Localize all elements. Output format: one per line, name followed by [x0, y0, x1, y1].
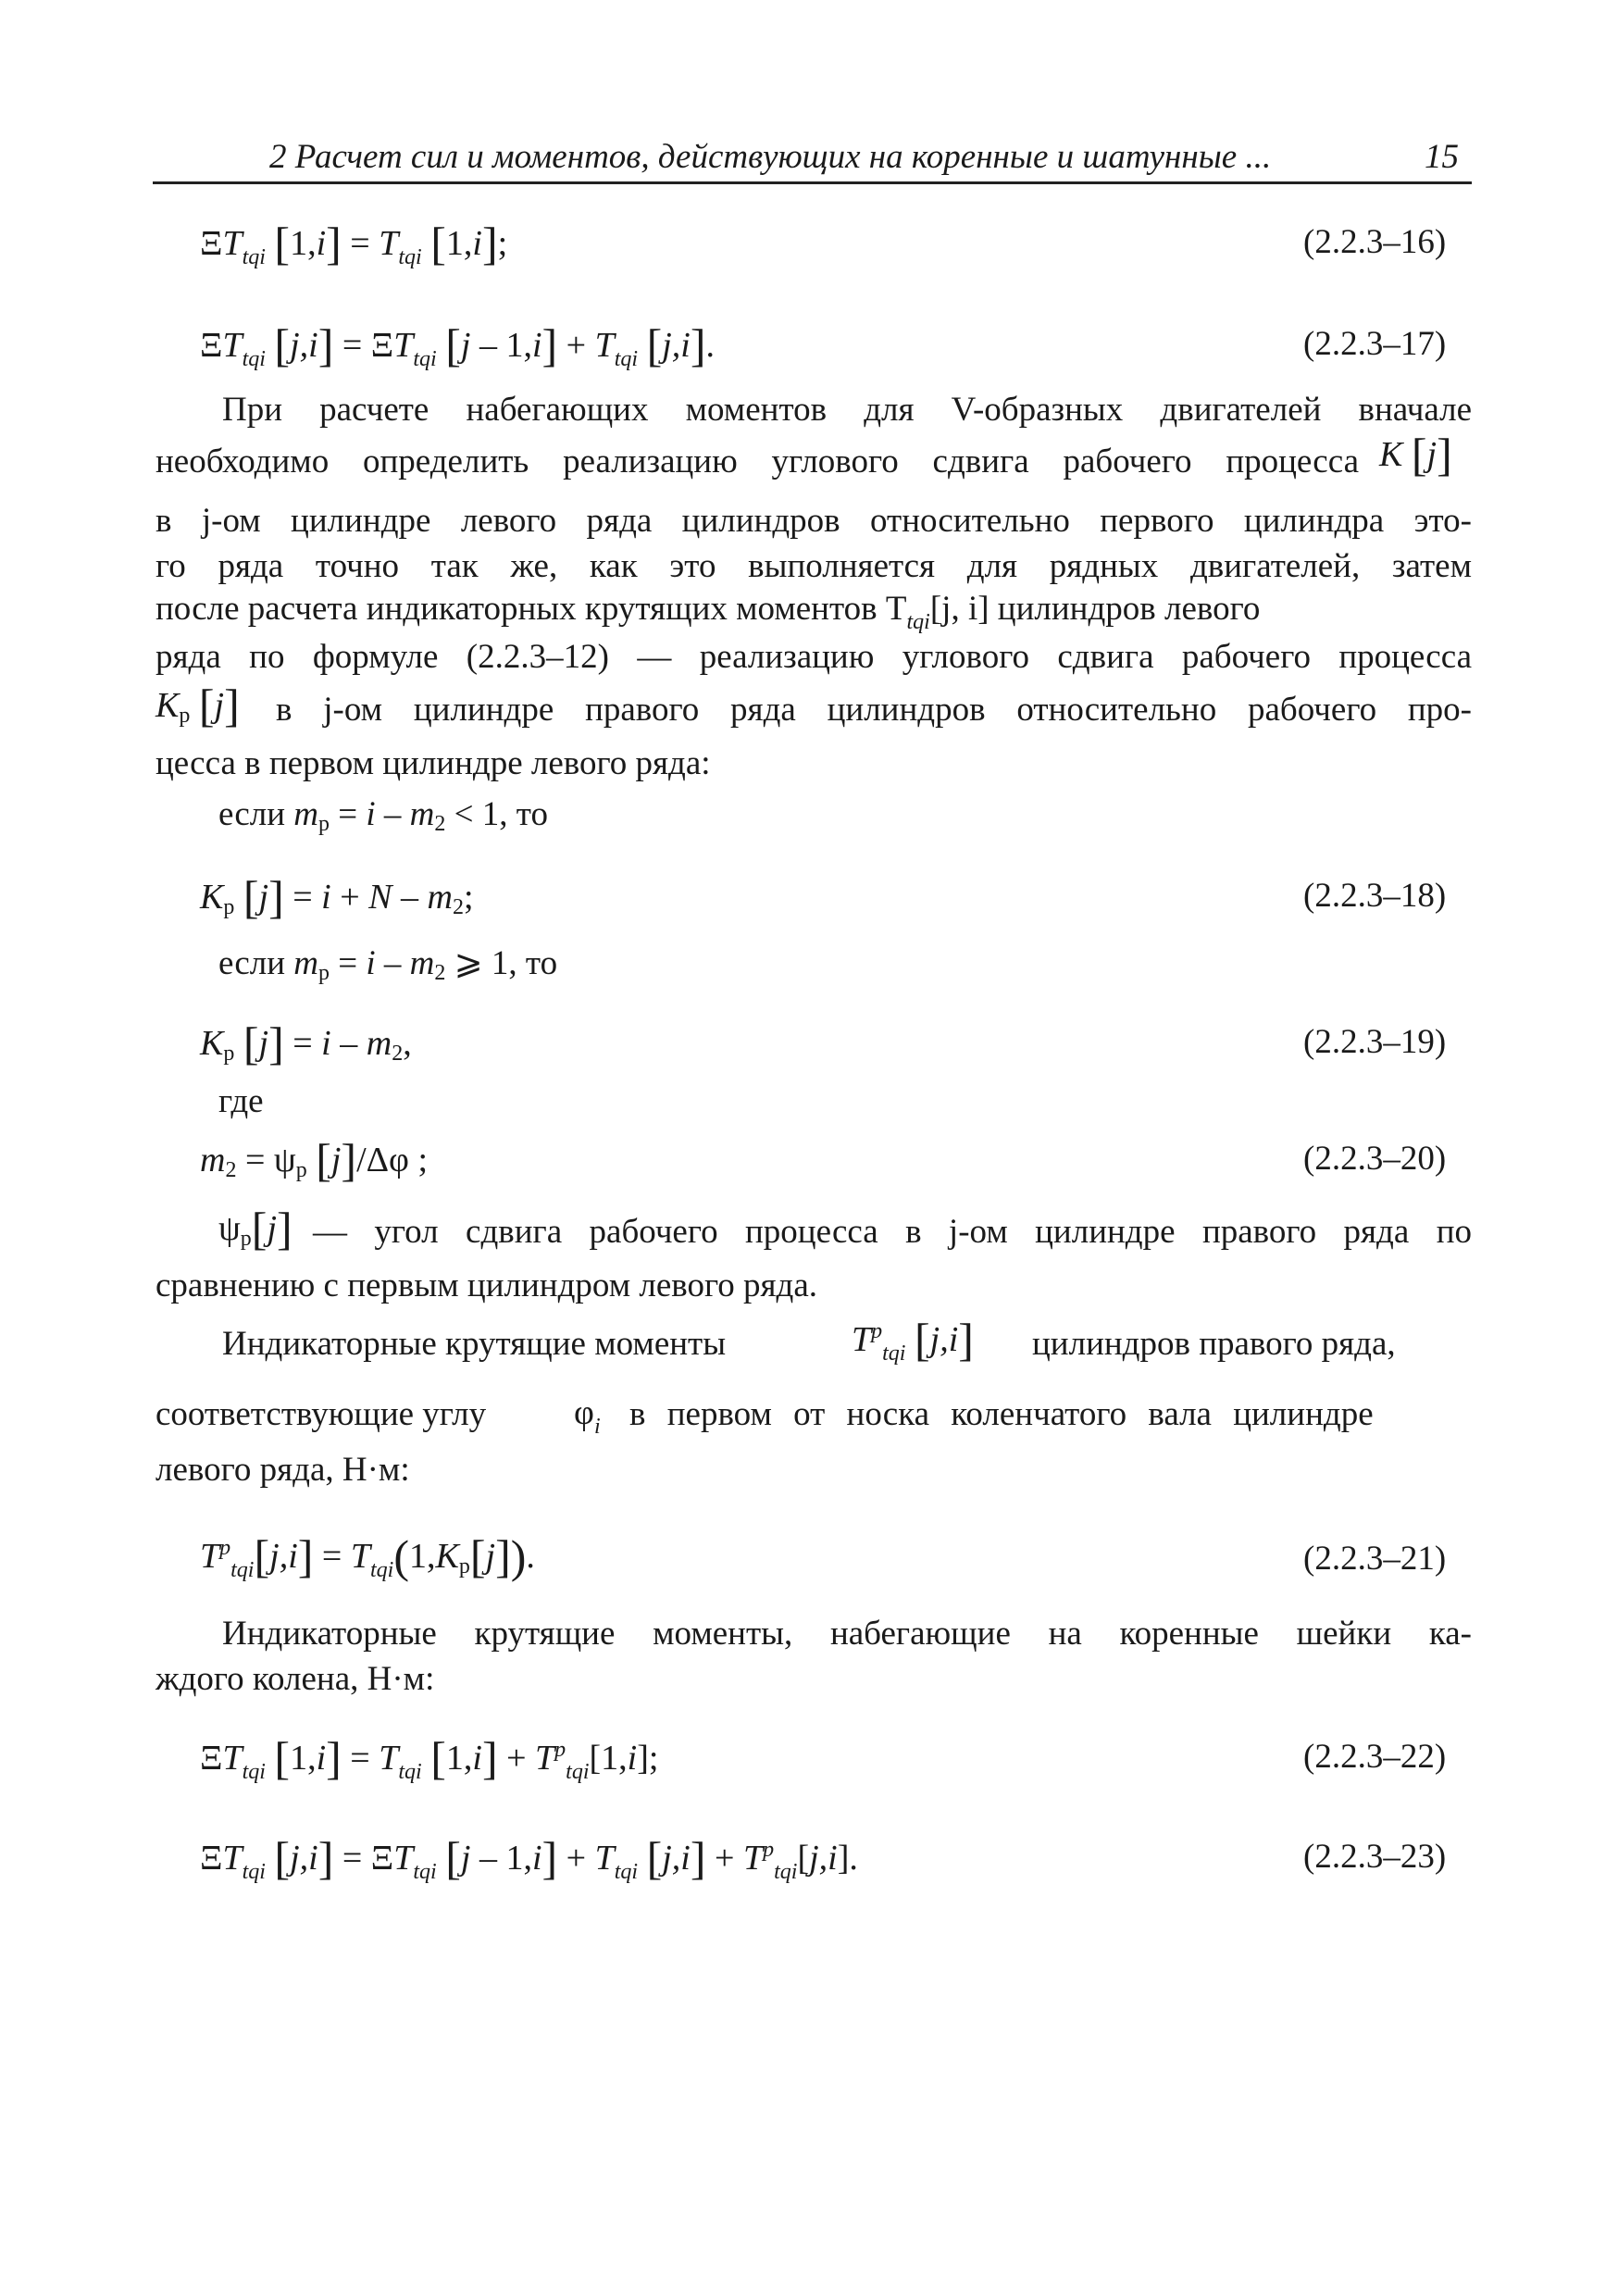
equation-21: $T^p_{tqi}[j,i] = T_{tqi}(1,Kp[j])$. [200, 1530, 535, 1582]
condition-word: если [218, 795, 286, 833]
equation-20: m2 = ψp [j]/Δφ ; [200, 1134, 429, 1186]
condition-suffix: , то [499, 795, 548, 833]
paragraph-line: го ряда точно так же, как это выполняется для рядных двигателей, затем [156, 547, 1472, 585]
equation-number-18: (2.2.3–18) [1303, 877, 1447, 915]
paragraph-line: левого ряда, Н·м: [156, 1451, 410, 1489]
paragraph-line-part: цилиндров правого ряда, [1032, 1325, 1396, 1363]
inline-formula-Kp-j: Kp [j] [156, 680, 240, 731]
equation-number-23: (2.2.3–23) [1303, 1838, 1447, 1876]
inline-formula-psi-p-j: ψp[j] [218, 1203, 292, 1254]
equation-19: Kp [j] = i – m2, [200, 1017, 412, 1069]
equation-18: Kp [j] = i + N – m2; [200, 871, 474, 923]
paragraph-line-part: Индикаторные крутящие моменты [222, 1325, 727, 1363]
equation-22: $\Xi T_{tqi}$ $[1,i] = T_{tqi}$ $[1,i] + T^p_{tqi}[1,i]$; [200, 1732, 659, 1784]
condition-2: если mр = i – m2 ⩾ 1, то [218, 944, 558, 985]
paragraph-text: [j, i] цилиндров левого [929, 590, 1261, 628]
equation-number-22: (2.2.3–22) [1303, 1738, 1447, 1776]
equation-number-16: (2.2.3–16) [1303, 223, 1447, 261]
paragraph-text: после расчета индикаторных крутящих моментов T [156, 590, 907, 628]
equation-number-17: (2.2.3–17) [1303, 325, 1447, 363]
equation-number-19: (2.2.3–19) [1303, 1023, 1447, 1061]
equation-17: $\Xi T_{tqi}$ $[j,i] = \Xi T_{tqi}$ $[j - 1,i] + T_{tqi}$ [j,i]. [200, 319, 716, 371]
condition-suffix: , то [508, 944, 558, 982]
subscript-tqi: tqi [906, 610, 930, 634]
paragraph-line: сравнению с первым цилиндром левого ряда. [156, 1267, 817, 1304]
equation-16: $\Xi T_{tqi}$ $[1,i] = T_{tqi}$ [1,i]; [200, 218, 508, 269]
condition-1: если mр = i – m2 < 1, то [218, 795, 548, 836]
paragraph-line: — угол сдвига рабочего процесса в j-ом цилиндре правого ряда по [313, 1213, 1472, 1251]
paragraph-line: При расчете набегающих моментов для V-образных двигателей вначале [222, 391, 1472, 429]
paragraph-line: ждого колена, Н·м: [156, 1660, 435, 1698]
paragraph-line: в j-ом цилиндре правого ряда цилиндров относительно рабочего про- [276, 691, 1472, 729]
paragraph-line-part [156, 589, 1260, 635]
page-number: 15 [1425, 138, 1459, 176]
equation-number-21: (2.2.3–21) [1303, 1540, 1447, 1578]
paragraph-line-part: соответствующие углу [156, 1395, 487, 1433]
inline-formula-K-j: K [j] [1379, 429, 1452, 480]
paragraph-line-part: в первом от носка коленчатого вала цилиндре [629, 1395, 1374, 1433]
equation-23: $\Xi T_{tqi}$ $[j,i] = \Xi T_{tqi}$ $[j - 1,i] + T_{tqi}$ $[j,i] + T^p_{tqi}[j,i]$. [200, 1832, 858, 1884]
paragraph-line: необходимо определить реализацию углового сдвига рабочего процесса [156, 443, 1359, 480]
paragraph-line: Индикаторные крутящие моменты, набегающие на коренные шейки ка- [222, 1615, 1472, 1653]
where-label: где [218, 1082, 264, 1120]
paragraph-line: цесса в первом цилиндре левого ряда: [156, 744, 711, 782]
equation-number-20: (2.2.3–20) [1303, 1140, 1447, 1178]
condition-word: если [218, 944, 286, 982]
header-title: 2 Расчет сил и моментов, действующих на коренные и шатунные ... [269, 138, 1272, 176]
inline-formula-phi-i: $\varphi_i$ [574, 1393, 601, 1439]
running-header [153, 128, 1472, 184]
paragraph-line: ряда по формуле (2.2.3–12) — реализацию углового сдвига рабочего процесса [156, 638, 1472, 676]
inline-formula-Tp-tqi: $T^p_{tqi}$ [j,i] [852, 1314, 974, 1366]
paragraph-line: в j-ом цилиндре левого ряда цилиндров относительно первого цилиндра это- [156, 502, 1472, 540]
